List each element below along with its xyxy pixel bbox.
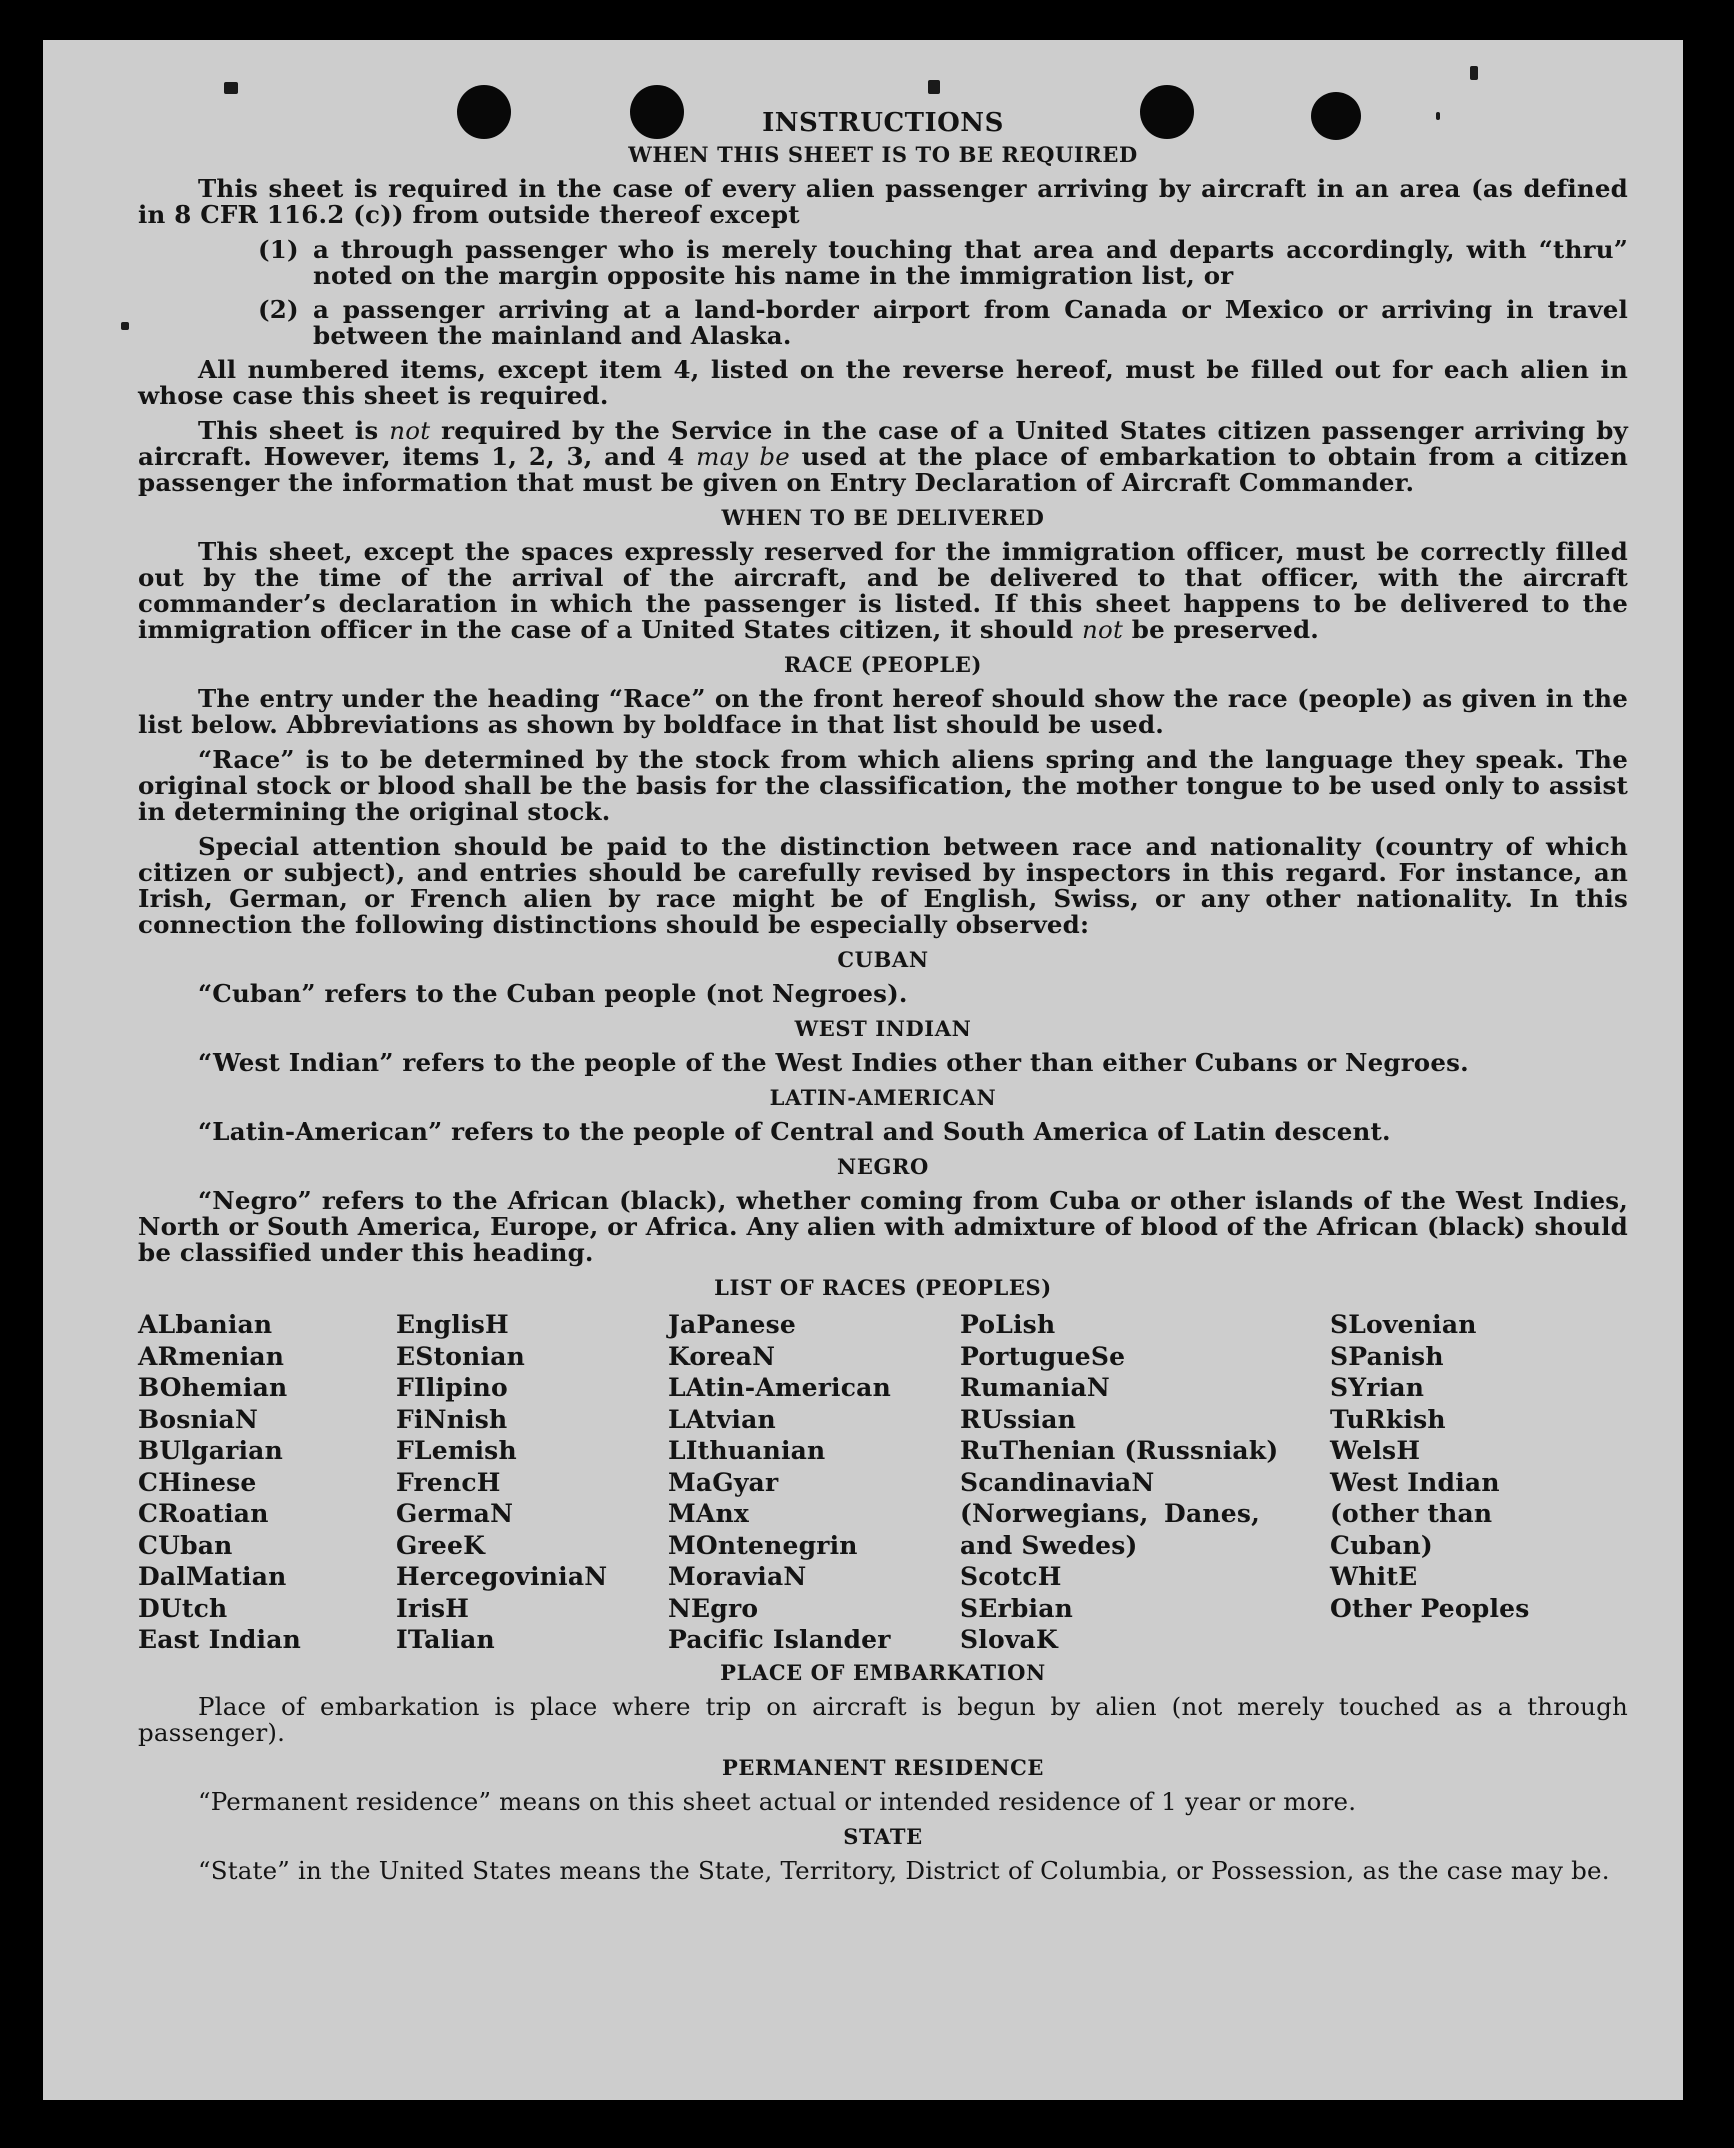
section-heading: WHEN THIS SHEET IS TO BE REQUIRED <box>628 142 1138 167</box>
paragraph: Special attention should be paid to the distinction between race and nationality (country of which citizen or subject), and entries should be carefully revised by inspectors in this regard. For instance, an Irish, German, or French alien by race might be of English, Swiss, or any other nationality. In this connection the following distinctions should be especially observed: <box>138 832 1628 939</box>
race-item: CHinese <box>138 1467 257 1497</box>
race-item: MOntenegrin <box>668 1530 858 1560</box>
race-item: EStonian <box>396 1341 525 1371</box>
race-item: FLemish <box>396 1436 517 1465</box>
section-heading: CUBAN <box>837 947 929 972</box>
race-item: GreeK <box>396 1530 486 1560</box>
paragraph: “Latin-American” refers to the people of Central and South America of Latin descent. <box>198 1117 1391 1146</box>
section-heading: NEGRO <box>837 1154 929 1179</box>
race-item: BUlgarian <box>138 1436 283 1465</box>
races-column <box>960 1309 1330 1656</box>
race-item: EnglisH <box>396 1310 509 1339</box>
paragraph: “Cuban” refers to the Cuban people (not Negroes). <box>198 979 908 1008</box>
text-run: used at the place of embarkation to obtain from a citizen passenger the information that must be given on Entry Declaration of Aircraft Commander. <box>138 442 1628 497</box>
italic-run: may be <box>696 442 790 471</box>
races-column <box>138 1309 396 1656</box>
race-item: MAnx <box>668 1499 749 1528</box>
race-item: ARmenian <box>138 1341 285 1371</box>
race-item: DUtch <box>138 1593 228 1623</box>
text-run: This sheet is <box>198 416 379 445</box>
section-heading: LATIN-AMERICAN <box>769 1085 997 1110</box>
race-item: CRoatian <box>138 1499 269 1528</box>
speck <box>121 322 129 330</box>
race-item: RumaniaN <box>960 1373 1110 1402</box>
race-item: BosniaN <box>138 1404 259 1434</box>
paragraph: All numbered items, except item 4, listed on the reverse hereof, must be filled out for each alien in whose case this sheet is required. <box>138 355 1628 410</box>
race-item: MoraviaN <box>668 1562 807 1591</box>
paragraph: “Permanent residence” means on this sheet actual or intended residence of 1 year or more. <box>198 1786 1357 1816</box>
race-item: West Indian (other than Cuban) <box>1330 1467 1500 1560</box>
text-run: required by the Service in the case of a United States citizen passenger arriving by aircraft. However, items 1, 2, 3, and 4 <box>138 416 1628 471</box>
race-item: KoreaN <box>668 1341 776 1371</box>
race-item: FIlipino <box>396 1373 508 1402</box>
races-list <box>138 1309 1628 1656</box>
race-item: PortugueSe <box>960 1341 1126 1371</box>
paragraph <box>138 418 1628 496</box>
item-text: a passenger arriving at a land-border airport from Canada or Mexico or arriving in travel between the mainland and Alaska. <box>313 295 1628 350</box>
italic-run: not <box>389 416 431 445</box>
race-item: WelsH <box>1330 1436 1421 1465</box>
race-item: NEgro <box>668 1593 759 1623</box>
paragraph: “Race” is to be determined by the stock from which aliens spring and the language they speak. The original stock or blood shall be the basis for the classification, the mother tongue to be used only to assist in determining the original stock. <box>138 745 1628 826</box>
races-column <box>668 1309 960 1656</box>
paragraph: “Negro” refers to the African (black), whether coming from Cuba or other islands of the West Indies, North or South America, Europe, or Africa. Any alien with admixture of blood of the African (black) should be classified under this heading. <box>138 1186 1628 1267</box>
race-item: ScotcH <box>960 1562 1062 1591</box>
race-item: ALbanian <box>138 1310 273 1339</box>
race-item: FiNnish <box>396 1404 508 1434</box>
paragraph: “State” in the United States means the State, Territory, District of Columbia, or Possession, as the case may be. <box>198 1855 1610 1885</box>
section-heading: WEST INDIAN <box>794 1016 972 1041</box>
paragraph: Place of embarkation is place where trip on aircraft is begun by alien (not merely touched as a through passenger). <box>138 1691 1628 1747</box>
race-item: RuThenian (Russniak) <box>960 1436 1279 1465</box>
race-item: ScandinaviaN (Norwegians, Danes, and Swedes) <box>960 1467 1260 1560</box>
document-page <box>43 40 1683 2100</box>
race-item: FrencH <box>396 1467 501 1497</box>
section-heading: RACE (PEOPLE) <box>783 652 983 677</box>
race-item: Pacific Islander <box>668 1625 891 1654</box>
paragraph: The entry under the heading “Race” on the front hereof should show the race (people) as given in the list below. Abbreviations as shown by boldface in that list should be used. <box>138 684 1628 739</box>
race-item: MaGyar <box>668 1467 779 1497</box>
paragraph <box>138 539 1628 643</box>
paragraph: “West Indian” refers to the people of the West Indies other than either Cubans or Negroes. <box>198 1048 1469 1077</box>
item-text: a through passenger who is merely touching that area and departs accordingly, with “thru” noted on the margin opposite his name in the immigration list, or <box>313 235 1628 290</box>
race-item: SLovenian <box>1330 1310 1477 1339</box>
section-heading: LIST OF RACES (PEOPLES) <box>714 1275 1052 1300</box>
race-item: TuRkish <box>1330 1404 1446 1434</box>
italic-run: not <box>1082 615 1124 644</box>
section-heading: STATE <box>843 1823 923 1849</box>
race-item: CUban <box>138 1530 233 1560</box>
race-item: LAtin-American <box>668 1373 891 1402</box>
race-item: WhitE <box>1330 1562 1418 1591</box>
instructions-text <box>138 40 1628 1893</box>
race-item: LAtvian <box>668 1404 776 1434</box>
race-item: PoLish <box>960 1310 1056 1339</box>
page-title: INSTRUCTIONS <box>762 108 1004 138</box>
race-item: IrisH <box>396 1593 470 1623</box>
section-heading: WHEN TO BE DELIVERED <box>721 505 1045 530</box>
item-number: (1) <box>258 235 299 264</box>
text-run: be preserved. <box>1131 615 1320 644</box>
race-item: GermaN <box>396 1499 514 1528</box>
race-item: SYrian <box>1330 1373 1425 1402</box>
exception-item <box>258 237 1628 289</box>
race-item: ITalian <box>396 1625 495 1654</box>
text-run: This sheet, except the spaces expressly reserved for the immigration officer, must be correctly filled out by the time of the arrival of the aircraft, and be delivered to that officer, with the aircraft commander’s declaration in which the passenger is listed. If this sheet happens to be delivered to the immigration officer in the case of a United States citizen, it should <box>138 537 1628 644</box>
race-item: Other Peoples <box>1330 1593 1530 1623</box>
paragraph: This sheet is required in the case of every alien passenger arriving by aircraft in an area (as defined in 8 CFR 116.2 (c)) from outside thereof except <box>138 174 1628 229</box>
item-number: (2) <box>258 295 299 324</box>
race-item: HercegoviniaN <box>396 1562 608 1591</box>
section-heading: PLACE OF EMBARKATION <box>720 1659 1046 1685</box>
race-item: JaPanese <box>668 1310 797 1339</box>
race-item: DalMatian <box>138 1562 287 1591</box>
race-item: SPanish <box>1330 1341 1444 1371</box>
race-item: East Indian <box>138 1625 302 1654</box>
race-item: SErbian <box>960 1593 1074 1623</box>
race-item: LIthuanian <box>668 1436 826 1465</box>
race-item: SlovaK <box>960 1625 1058 1654</box>
race-item: RUssian <box>960 1404 1076 1434</box>
race-item: BOhemian <box>138 1373 288 1402</box>
races-column <box>396 1309 668 1656</box>
section-heading: PERMANENT RESIDENCE <box>721 1754 1045 1780</box>
races-column <box>1330 1309 1620 1656</box>
exception-item <box>258 297 1628 349</box>
